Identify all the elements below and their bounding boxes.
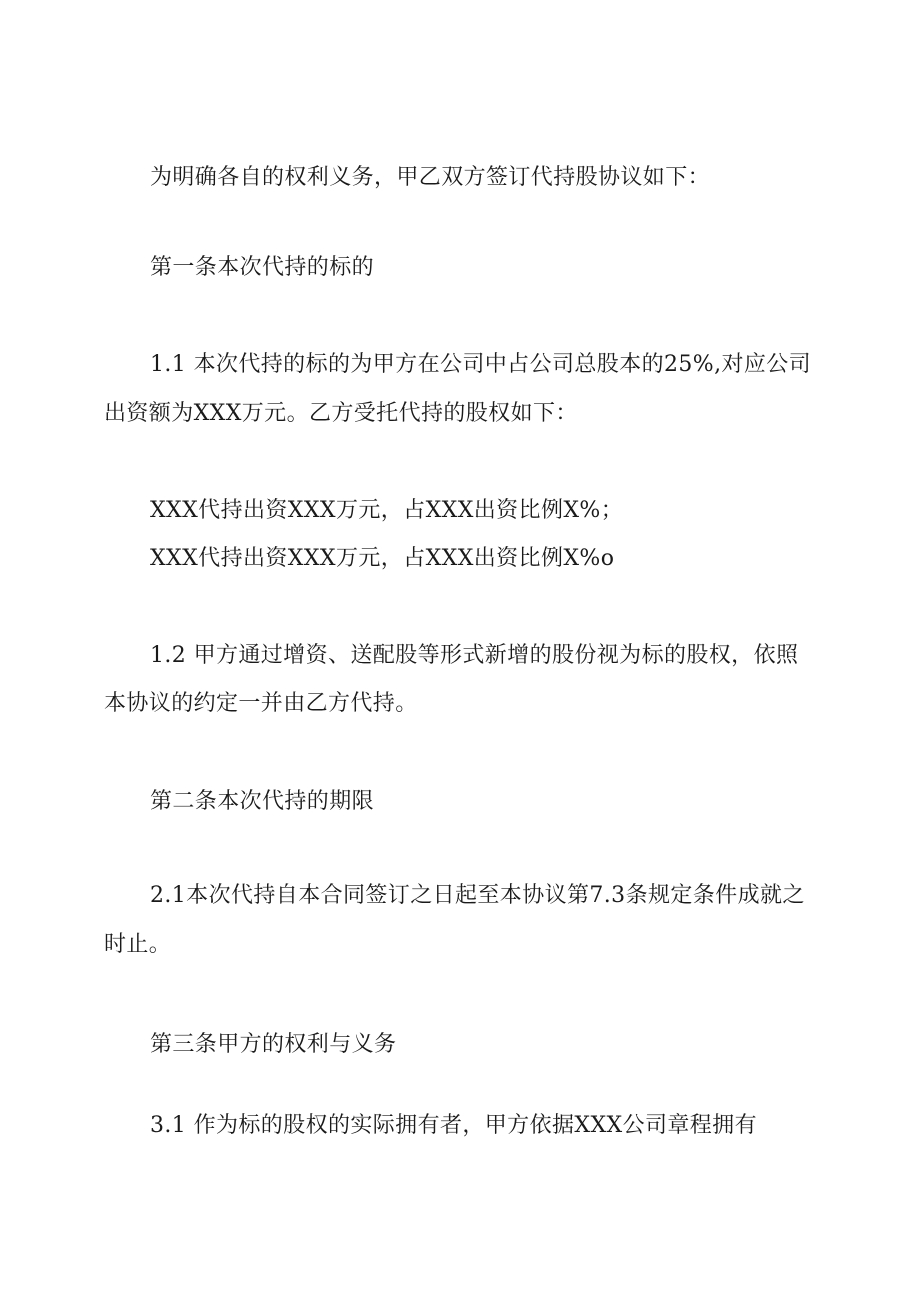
clause-2-1-line-2: 时止。 — [104, 932, 172, 957]
clause-1-1-line-1: 1.1 本次代持的标的为甲方在公司中占公司总股本的25%,对应公司 — [150, 352, 812, 377]
article-1-title: 第一条本次代持的标的 — [150, 255, 375, 280]
clause-1-1-line-2: 出资额为XXX万元。乙方受托代持的股权如下： — [104, 401, 578, 426]
article-2-title: 第二条本次代持的期限 — [150, 789, 375, 814]
intro-paragraph: 为明确各自的权利义务，甲乙双方签订代持股协议如下： — [150, 165, 711, 190]
holding-line-1: XXX代持出资XXX万元，占XXX出资比例X%； — [150, 498, 624, 523]
article-3-title: 第三条甲方的权利与义务 — [150, 1032, 397, 1057]
clause-3-1-line-1: 3.1 作为标的股权的实际拥有者，甲方依据XXX公司章程拥有 — [150, 1113, 757, 1138]
holding-line-2: XXX代持出资XXX万元，占XXX出资比例X%o — [150, 546, 615, 571]
clause-2-1-line-1: 2.1本次代持自本合同签订之日起至本协议第7.3条规定条件成就之 — [150, 883, 805, 908]
clause-1-2-line-1: 1.2 甲方通过增资、送配股等形式新增的股份视为标的股权，依照 — [150, 643, 799, 668]
clause-1-2-line-2: 本协议的约定一并由乙方代持。 — [104, 691, 418, 716]
